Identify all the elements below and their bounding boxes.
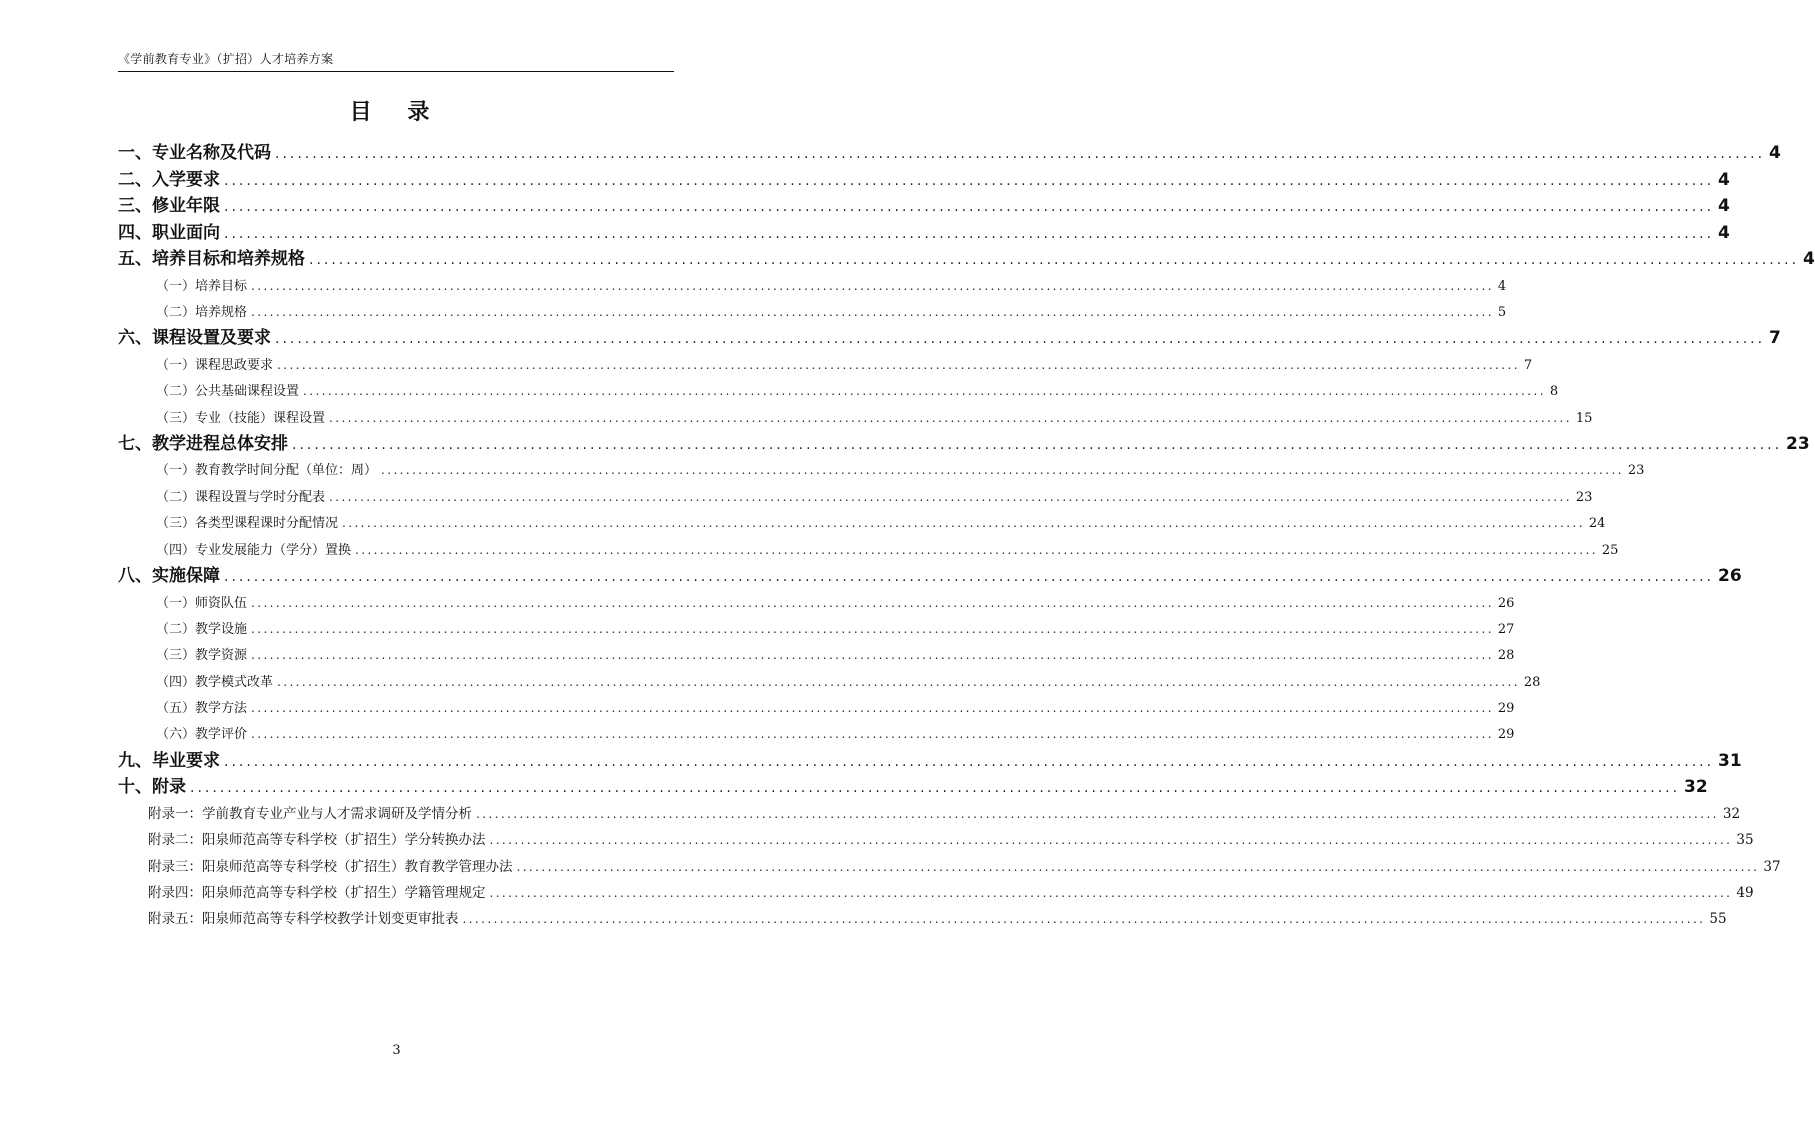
dot-leader: ........................................................................................................................................................................................................ (224, 753, 1715, 770)
toc-entry[interactable] (118, 563, 1742, 590)
dot-leader: ........................................................................................................................................................................................................ (303, 384, 1546, 399)
toc-entry-label: （三）专业（技能）课程设置 (156, 410, 326, 426)
dot-leader: ........................................................................................................................................................................................................ (224, 172, 1715, 189)
toc-entry-label: 附录四：阳泉师范高等专科学校（扩招生）学籍管理规定 (148, 885, 486, 902)
toc-entry[interactable] (118, 880, 1754, 906)
toc-entry-label: 六、课程设置及要求 (118, 328, 271, 349)
toc-entry-label: 一、专业名称及代码 (118, 143, 271, 163)
toc-entry-page: 4 (1769, 143, 1781, 163)
toc-entry-page: 35 (1736, 832, 1754, 849)
toc-entry-label: 附录三：阳泉师范高等专科学校（扩招生）教育教学管理办法 (148, 858, 513, 875)
toc-entry-page: 23 (1627, 463, 1645, 479)
toc-entry[interactable] (118, 774, 1708, 801)
toc-entry[interactable] (118, 431, 1810, 458)
table-of-contents (118, 140, 1815, 933)
toc-entry-page: 15 (1575, 410, 1593, 426)
toc-entry-page: 25 (1601, 542, 1619, 558)
toc-entry-page: 8 (1549, 384, 1559, 400)
running-header: 《学前教育专业》（扩招）人才培养方案 (118, 52, 334, 66)
dot-leader: ........................................................................................................................................................................................................ (251, 278, 1494, 293)
toc-entry[interactable] (118, 246, 1815, 273)
toc-entry[interactable] (118, 405, 1593, 431)
toc-entry[interactable] (118, 140, 1781, 167)
dot-leader: ........................................................................................................................................................................................................ (251, 304, 1494, 319)
toc-entry[interactable] (118, 616, 1515, 642)
toc-entry-label: （一）教育教学时间分配（单位：周） (156, 463, 378, 479)
dot-leader: ........................................................................................................................................................................................................ (275, 146, 1766, 162)
toc-entry-page: 49 (1736, 885, 1754, 902)
toc-entry-page: 7 (1769, 328, 1781, 349)
dot-leader: ........................................................................................................................................................................................................ (224, 199, 1715, 215)
toc-entry[interactable] (118, 352, 1533, 378)
toc-entry-label: （四）教学模式改革 (156, 674, 274, 690)
toc-entry[interactable] (118, 669, 1541, 695)
dot-leader: ........................................................................................................................................................................................................ (329, 410, 1572, 425)
toc-entry-label: 九、毕业要求 (118, 750, 220, 771)
dot-leader: ........................................................................................................................................................................................................ (381, 463, 1624, 478)
toc-entry[interactable] (118, 484, 1593, 510)
toc-entry[interactable] (118, 537, 1619, 563)
toc-entry-label: （一）师资队伍 (156, 595, 248, 611)
toc-entry-label: （二）公共基础课程设置 (156, 384, 300, 400)
toc-entry-label: （三）教学资源 (156, 648, 248, 664)
toc-entry-label: （一）课程思政要求 (156, 357, 274, 373)
toc-entry-page: 32 (1722, 805, 1741, 822)
toc-entry-label: 四、职业面向 (118, 222, 220, 243)
toc-entry[interactable] (118, 167, 1730, 194)
toc-entry-page: 28 (1497, 648, 1515, 664)
toc-entry-page: 28 (1523, 674, 1541, 690)
toc-entry-page: 4 (1497, 278, 1507, 294)
toc-entry-label: （四）专业发展能力（学分）置换 (156, 542, 352, 558)
dot-leader: ........................................................................................................................................................................................................ (251, 701, 1494, 716)
header-rule (118, 71, 674, 72)
toc-entry[interactable] (118, 220, 1730, 247)
toc-entry[interactable] (118, 721, 1515, 747)
toc-entry-page: 4 (1803, 249, 1815, 269)
toc-entry-label: 附录一：学前教育专业产业与人才需求调研及学情分析 (148, 805, 472, 822)
dot-leader: ........................................................................................................................................................................................................ (309, 252, 1800, 268)
dot-leader: ........................................................................................................................................................................................................ (277, 674, 1520, 689)
toc-entry-page: 26 (1497, 595, 1515, 611)
toc-entry[interactable] (118, 906, 1727, 932)
dot-leader: ........................................................................................................................................................................................................ (342, 516, 1585, 531)
toc-entry[interactable] (118, 642, 1515, 668)
toc-entry[interactable] (118, 695, 1515, 721)
dot-leader: ........................................................................................................................................................................................................ (329, 489, 1572, 504)
toc-entry-label: 十、附录 (118, 777, 186, 798)
toc-entry[interactable] (118, 510, 1606, 536)
toc-entry[interactable] (118, 193, 1730, 220)
dot-leader: ........................................................................................................................................................................................................ (476, 806, 1719, 821)
toc-entry-page: 24 (1588, 516, 1606, 532)
toc-entry-label: （三）各类型课程课时分配情况 (156, 516, 339, 532)
toc-entry-label: （五）教学方法 (156, 701, 248, 717)
dot-leader: ........................................................................................................................................................................................................ (516, 859, 1760, 874)
dot-leader: ........................................................................................................................................................................................................ (275, 331, 1766, 348)
toc-entry-page: 26 (1718, 566, 1742, 587)
toc-entry-label: （二）教学设施 (156, 621, 248, 637)
dot-leader: ........................................................................................................................................................................................................ (462, 912, 1706, 927)
toc-entry[interactable] (118, 273, 1507, 299)
toc-entry[interactable] (118, 299, 1507, 325)
dot-leader: ........................................................................................................................................................................................................ (277, 357, 1520, 372)
toc-entry-page: 32 (1684, 777, 1708, 798)
page-number: 3 (392, 1043, 401, 1058)
dot-leader: ........................................................................................................................................................................................................ (251, 648, 1494, 663)
toc-entry[interactable] (118, 378, 1559, 404)
toc-entry[interactable] (118, 854, 1781, 880)
toc-entry-label: 附录二：阳泉师范高等专科学校（扩招生）学分转换办法 (148, 832, 486, 849)
toc-entry-label: 八、实施保障 (118, 566, 220, 587)
dot-leader: ........................................................................................................................................................................................................ (489, 886, 1733, 901)
toc-entry-page: 4 (1718, 222, 1730, 243)
dot-leader: ........................................................................................................................................................................................................ (224, 225, 1715, 242)
dot-leader: ........................................................................................................................................................................................................ (251, 595, 1494, 610)
toc-entry-page: 27 (1497, 621, 1515, 637)
dot-leader: ........................................................................................................................................................................................................ (251, 727, 1494, 742)
dot-leader: ........................................................................................................................................................................................................ (251, 621, 1494, 636)
toc-entry-page: 37 (1763, 858, 1781, 875)
dot-leader: ........................................................................................................................................................................................................ (489, 833, 1733, 848)
toc-entry-page: 29 (1497, 727, 1515, 743)
toc-entry-page: 5 (1497, 304, 1507, 320)
dot-leader: ........................................................................................................................................................................................................ (355, 542, 1598, 557)
toc-entry-label: 附录五：阳泉师范高等专科学校教学计划变更审批表 (148, 911, 459, 928)
toc-entry[interactable] (118, 748, 1742, 775)
toc-entry[interactable] (118, 590, 1515, 616)
toc-entry-page: 31 (1718, 750, 1742, 771)
toc-entry[interactable] (118, 827, 1754, 853)
toc-entry-label: （六）教学评价 (156, 727, 248, 743)
toc-entry-label: 五、培养目标和培养规格 (118, 249, 305, 269)
toc-entry-label: （二）课程设置与学时分配表 (156, 489, 326, 505)
dot-leader: ........................................................................................................................................................................................................ (224, 569, 1715, 586)
toc-entry-label: （一）培养目标 (156, 278, 248, 294)
toc-entry-page: 23 (1575, 489, 1593, 505)
dot-leader: ........................................................................................................................................................................................................ (292, 436, 1783, 453)
toc-entry-label: 七、教学进程总体安排 (118, 433, 288, 454)
toc-entry-label: 三、修业年限 (118, 196, 220, 216)
toc-entry[interactable] (118, 325, 1781, 352)
toc-entry-page: 55 (1709, 911, 1727, 928)
toc-entry-page: 4 (1718, 196, 1730, 216)
toc-title: 目 录 (349, 100, 444, 125)
toc-entry-page: 29 (1497, 701, 1515, 717)
toc-entry-label: （二）培养规格 (156, 304, 248, 320)
toc-entry-page: 4 (1718, 169, 1730, 190)
toc-entry[interactable] (118, 801, 1741, 827)
toc-entry-page: 7 (1523, 357, 1533, 373)
toc-entry-page: 23 (1786, 433, 1810, 454)
toc-entry[interactable] (118, 457, 1645, 483)
dot-leader: ........................................................................................................................................................................................................ (190, 780, 1681, 797)
toc-entry-label: 二、入学要求 (118, 169, 220, 190)
